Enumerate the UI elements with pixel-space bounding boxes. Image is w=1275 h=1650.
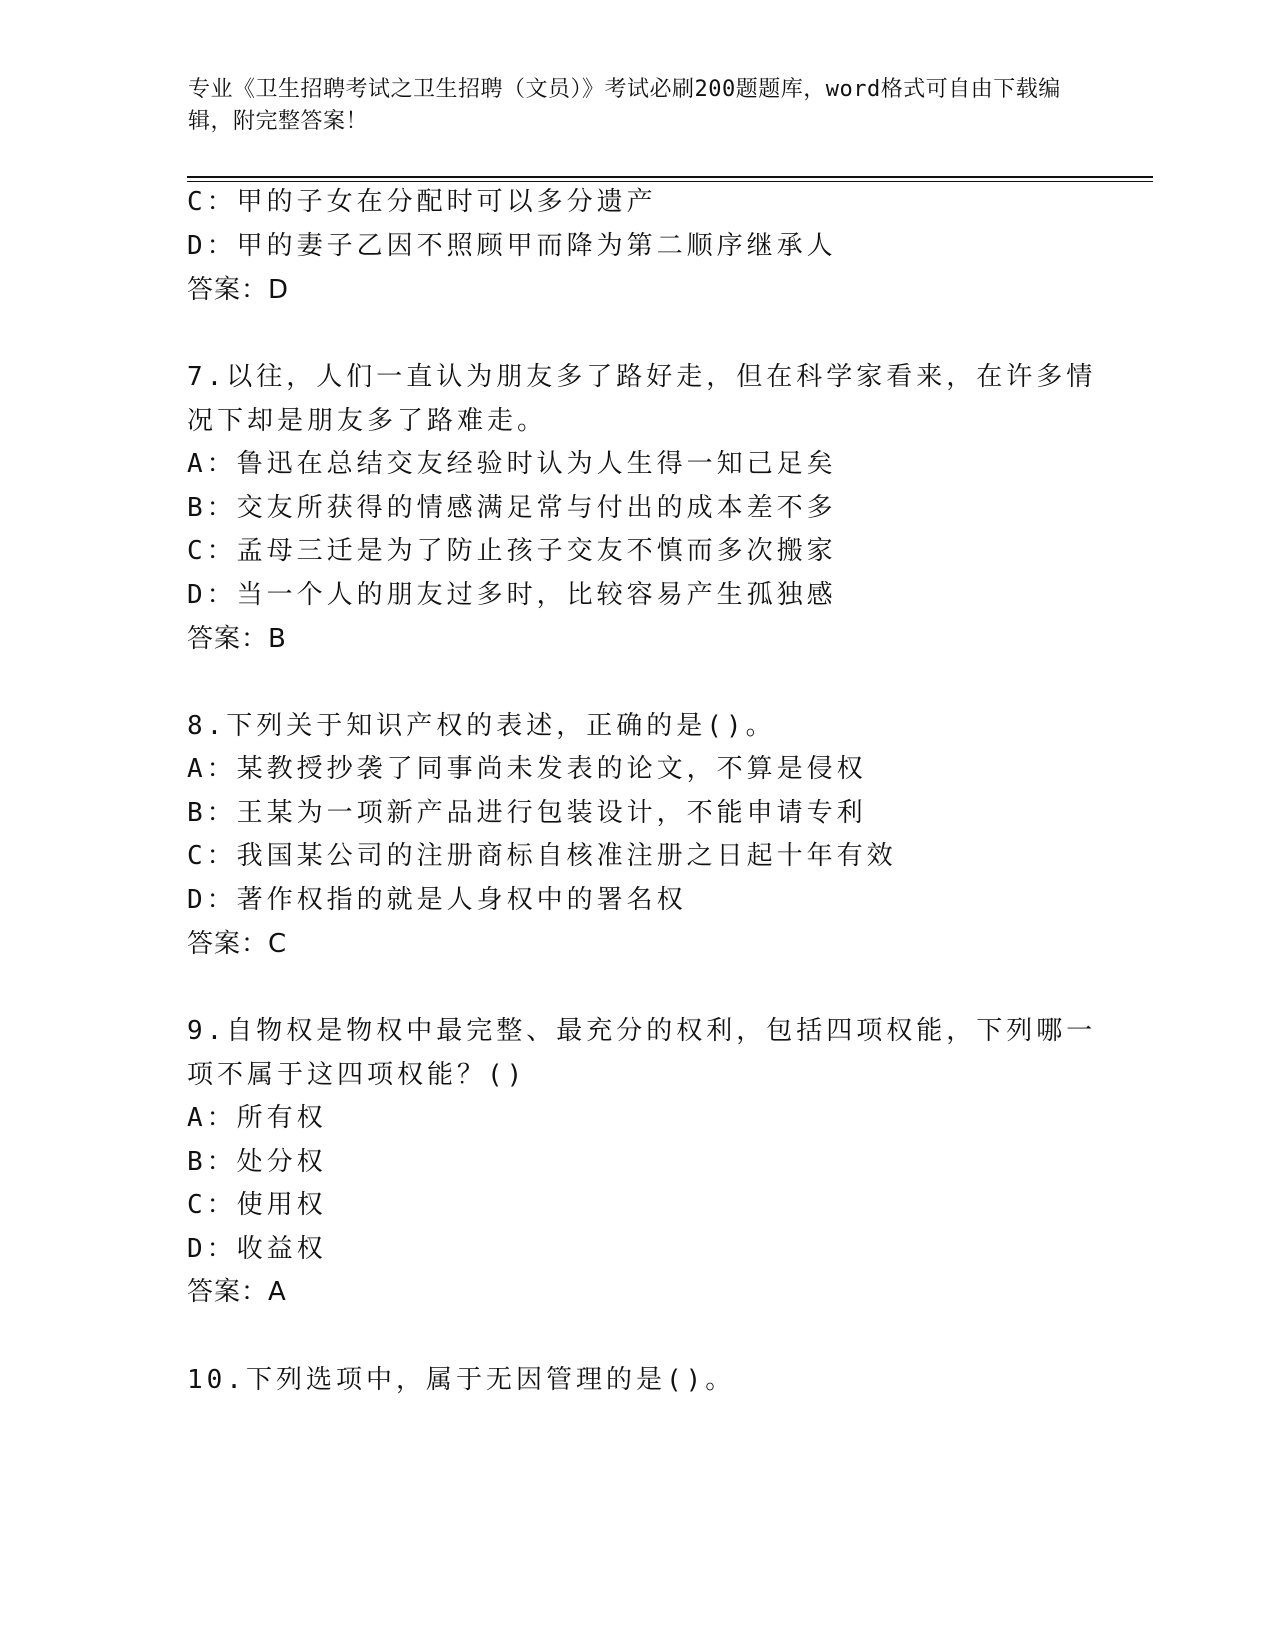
question-9-stem-line-2: 项不属于这四项权能？() (187, 1060, 527, 1090)
option-q7-a: A：鲁迅在总结交友经验时认为人生得一知己足矣 (187, 449, 837, 479)
option-q8-a: A：某教授抄袭了同事尚未发表的论文，不算是侵权 (187, 754, 867, 784)
answer-q8: 答案：C (187, 929, 288, 959)
header-divider-thick (187, 176, 1153, 178)
question-8-stem: 8.下列关于知识产权的表述，正确的是()。 (187, 711, 776, 741)
question-9-stem-line-1: 9.自物权是物权中最完整、最充分的权利，包括四项权能，下列哪一 (187, 1016, 1097, 1046)
answer-q9: 答案：A (187, 1277, 287, 1307)
option-q8-c: C：我国某公司的注册商标自核准注册之日起十年有效 (187, 841, 897, 871)
document-header: 专业《卫生招聘考试之卫生招聘（文员）》考试必刷200题题库，word格式可自由下载编辑，附完整答案！ (188, 77, 1061, 134)
option-q9-d: D：收益权 (187, 1234, 327, 1264)
answer-q6: 答案：D (187, 275, 290, 305)
question-7-stem-line-2: 况下却是朋友多了路难走。 (187, 406, 548, 436)
option-q9-b: B：处分权 (187, 1147, 327, 1177)
option-q7-c: C：孟母三迁是为了防止孩子交友不慎而多次搬家 (187, 536, 837, 566)
question-7-stem-line-1: 7.以往，人们一直认为朋友多了路好走，但在科学家看来，在许多情 (187, 362, 1097, 392)
question-10-stem: 10.下列选项中，属于无因管理的是()。 (187, 1365, 736, 1395)
option-q7-b: B：交友所获得的情感满足常与付出的成本差不多 (187, 493, 837, 523)
option-q7-d: D：当一个人的朋友过多时，比较容易产生孤独感 (187, 580, 837, 610)
option-q9-a: A：所有权 (187, 1103, 327, 1133)
header-divider-thin (187, 181, 1153, 182)
option-q6-c: C：甲的子女在分配时可以多分遗产 (187, 187, 657, 217)
option-q6-d: D：甲的妻子乙因不照顾甲而降为第二顺序继承人 (187, 231, 837, 261)
option-q8-d: D：著作权指的就是人身权中的署名权 (187, 885, 687, 915)
answer-q7: 答案：B (187, 624, 287, 654)
option-q9-c: C：使用权 (187, 1190, 327, 1220)
option-q8-b: B：王某为一项新产品进行包装设计，不能申请专利 (187, 798, 867, 828)
